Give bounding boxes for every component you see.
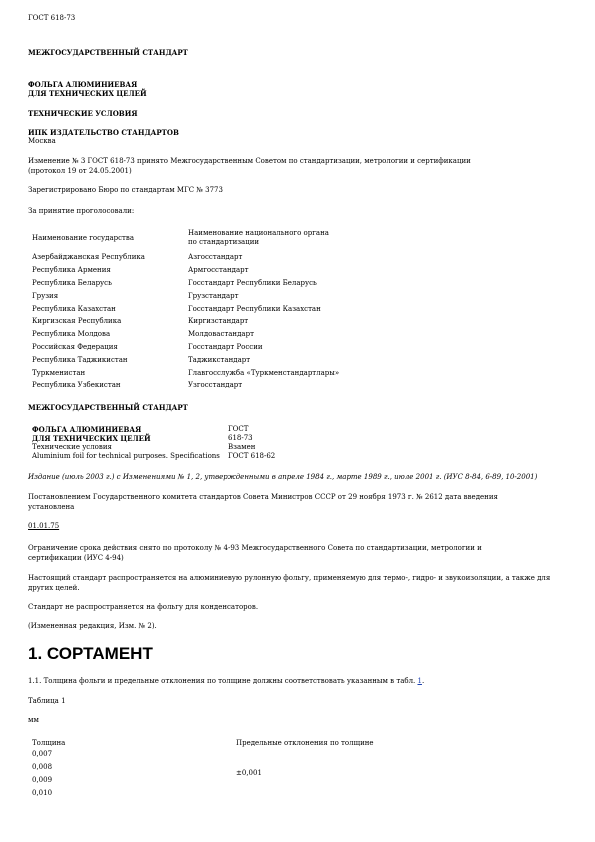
paragraph-1-1-text: 1.1. Толщина фольги и предельные отклонения по толщине должны соответствовать указанным в табл.: [28, 677, 418, 685]
interstate-header: МЕЖГОСУДАРСТВЕННЫЙ СТАНДАРТ: [28, 48, 188, 57]
paragraph-1-1-end: .: [421, 677, 425, 685]
thickness-value: 0,009: [32, 776, 53, 784]
country-state: Киргизская Республика: [32, 317, 122, 325]
table-1-unit: мм: [28, 716, 39, 724]
city: Москва: [28, 137, 56, 145]
title-block-right-2: 618-73: [228, 434, 253, 442]
country-body: Главгосслужба «Туркменстандартлары»: [188, 369, 340, 377]
title-line-2: ДЛЯ ТЕХНИЧЕСКИХ ЦЕЛЕЙ: [28, 89, 147, 98]
country-body: Киргизстандарт: [188, 317, 249, 325]
countries-header-body-2: по стандартизации: [188, 238, 260, 246]
title-block-right-3: Взамен: [228, 443, 256, 451]
country-state: Республика Беларусь: [32, 279, 112, 287]
decree-line-1: Постановлением Государственного комитета стандартов Совета Министров СССР от 29 ноября 1973 г. № 2612 дата введения: [28, 493, 498, 501]
country-state: Республика Армения: [32, 266, 111, 274]
country-state: Азербайджанская Республика: [32, 253, 145, 261]
edition-note: Издание (июль 2003 г.) с Изменениями № 1, 2, утвержденными в апреле 1984 г., марте 1989 г., июле 2001 г. (ИУС 8-84, 6-89, 10-2001): [28, 473, 538, 481]
revision-note: (Измененная редакция, Изм. № 2).: [28, 622, 157, 630]
country-body: Таджикстандарт: [188, 356, 251, 364]
country-state: Грузия: [32, 292, 59, 300]
table-1-link[interactable]: 1: [417, 677, 422, 685]
title-block-right-1: ГОСТ: [228, 425, 249, 433]
thickness-value: 0,007: [32, 750, 53, 758]
title-block-line-1: ФОЛЬГА АЛЮМИНИЕВАЯ: [32, 425, 142, 434]
country-state: Туркменистан: [32, 369, 86, 377]
section-heading: 1. СОРТАМЕНТ: [28, 644, 153, 663]
amendment-line-1: Изменение № 3 ГОСТ 618-73 принято Межгосударственным Советом по стандартизации, метрологии и сертификации: [28, 157, 471, 165]
countries-header-state: Наименование государства: [32, 234, 135, 242]
title-block-line-4: Aluminium foil for technical purposes. Specifications: [32, 452, 220, 460]
country-state: Республика Таджикистан: [32, 356, 128, 364]
country-body: Госстандарт Республики Беларусь: [188, 279, 317, 287]
table-1-header-thickness: Толщина: [32, 739, 66, 747]
country-body: Госстандарт России: [188, 343, 263, 351]
country-body: Азгосстандарт: [188, 253, 243, 261]
doc-id: ГОСТ 618-73: [28, 14, 76, 22]
intro-date: 01.01.75: [28, 522, 60, 530]
title-block-line-3: Технические условия: [32, 443, 112, 451]
decree-line-2: установлена: [28, 503, 75, 511]
country-state: Республика Узбекистан: [32, 381, 121, 389]
amendment-line-2: (протокол 19 от 24.05.2001): [28, 167, 132, 175]
thickness-value: 0,008: [32, 763, 53, 771]
interstate-header-2: МЕЖГОСУДАРСТВЕННЫЙ СТАНДАРТ: [28, 403, 188, 412]
tech-conditions: ТЕХНИЧЕСКИЕ УСЛОВИЯ: [28, 109, 138, 118]
validity-line-2: сертификации (ИУС 4-94): [28, 554, 124, 562]
thickness-value: 0,010: [32, 789, 53, 797]
validity-line-1: Ограничение срока действия снято по протоколу № 4-93 Межгосударственного Совета по стандартизации, метрологии и: [28, 544, 482, 552]
country-body: Грузстандарт: [188, 292, 239, 300]
country-body: Молдовастандарт: [188, 330, 254, 338]
voted-for: За принятие проголосовали:: [28, 207, 135, 215]
country-state: Республика Молдова: [32, 330, 111, 338]
title-block-line-2: ДЛЯ ТЕХНИЧЕСКИХ ЦЕЛЕЙ: [32, 434, 151, 443]
registered-note: Зарегистрировано Бюро по стандартам МГС № 3773: [28, 186, 223, 194]
scope-line-2: других целей.: [28, 584, 80, 592]
table-1-caption: Таблица 1: [28, 697, 66, 705]
paragraph-1-1: [28, 677, 424, 686]
country-state: Российская Федерация: [32, 343, 118, 351]
country-body: Госстандарт Республики Казахстан: [188, 305, 321, 313]
scope-line-1: Настоящий стандарт распространяется на алюминиевую рулонную фольгу, применяемую для термо-, гидро- и звукоизоляции, а также для: [28, 574, 551, 582]
title-block-right-4: ГОСТ 618-62: [228, 452, 276, 460]
exclusion-note: Стандарт не распространяется на фольгу для конденсаторов.: [28, 603, 259, 611]
table-1-header-tolerance: Предельные отклонения по толщине: [236, 739, 374, 747]
countries-header-body-1: Наименование национального органа: [188, 229, 329, 237]
country-state: Республика Казахстан: [32, 305, 116, 313]
country-body: Армгосстандарт: [188, 266, 249, 274]
title-line-1: ФОЛЬГА АЛЮМИНИЕВАЯ: [28, 80, 138, 89]
publisher: ИПК ИЗДАТЕЛЬСТВО СТАНДАРТОВ: [28, 128, 179, 137]
country-body: Узгосстандарт: [188, 381, 243, 389]
tolerance-value: ±0,001: [236, 769, 262, 777]
